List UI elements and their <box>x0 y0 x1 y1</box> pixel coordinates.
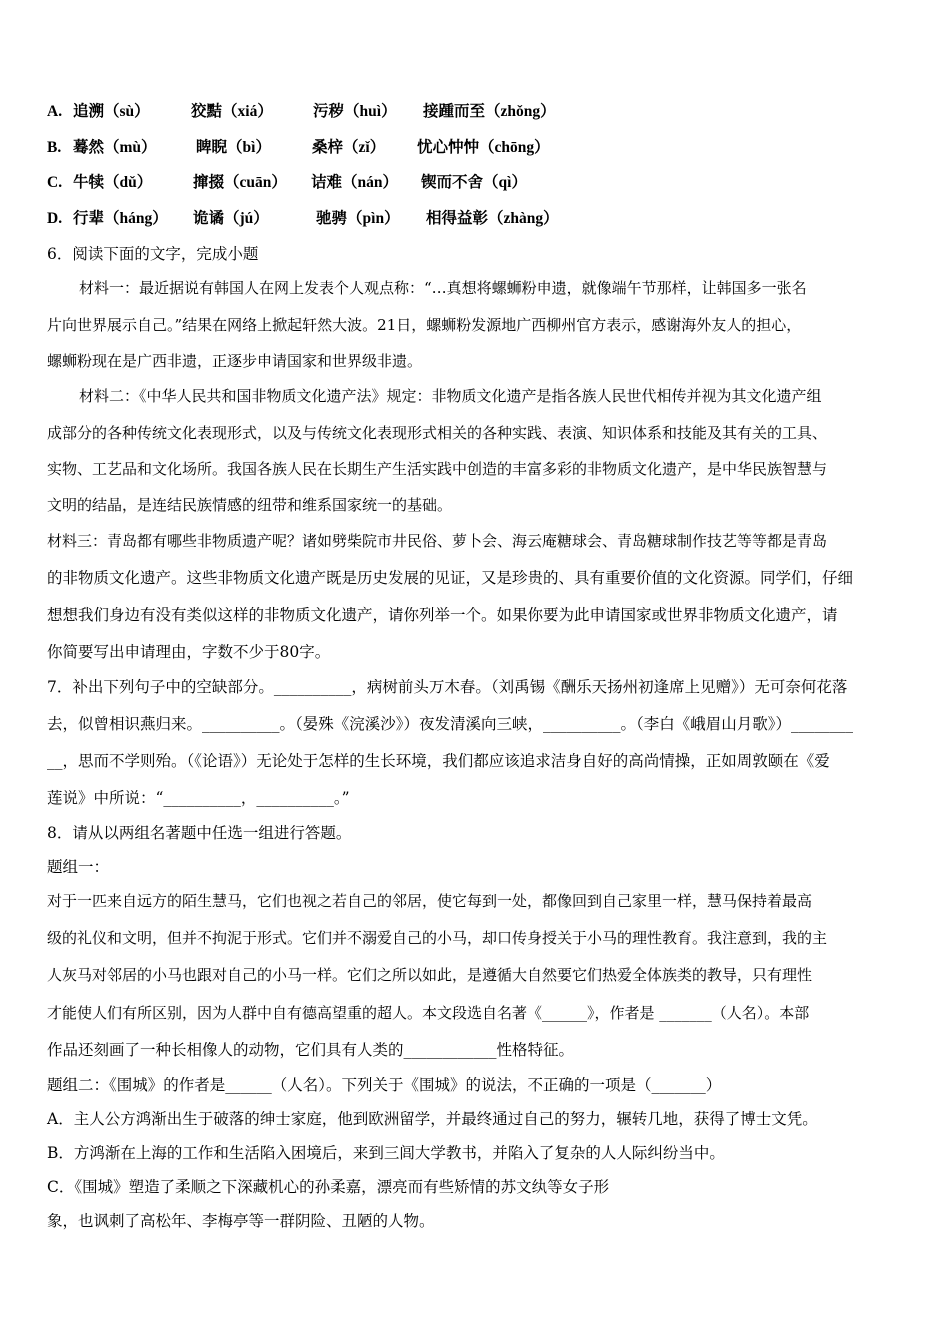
q8-group1-line: 对于一匹来自远方的陌生慧马，它们也视之若自己的邻居，使它每到一处，都像回到自己家里一样，慧马保持着最高 <box>47 892 813 910</box>
q8-group2-option: B．方鸿渐在上海的工作和生活陷入困境后，来到三闾大学教书，并陷入了复杂的人人际纠纷当中。 <box>47 1144 725 1162</box>
q8-group1-title: 题组一： <box>47 858 110 876</box>
option-word: 驰骋 <box>316 208 348 227</box>
option-word: 忧心忡忡 <box>417 137 480 156</box>
option-word: 诡谲 <box>193 208 225 227</box>
q6-header: 6．阅读下面的文字，完成小题 <box>47 245 259 263</box>
option-letter: B. <box>47 139 62 156</box>
option-word: 行辈 <box>73 208 105 227</box>
option-word: 追溯 <box>73 101 105 120</box>
q5-option-a <box>47 101 556 122</box>
q6-material1-line: 片向世界展示自己。”结果在网络上掀起轩然大波。21日，螺蛳粉发源地广西柳州官方表示，感谢海外友人的担心， <box>47 316 802 334</box>
q8-group1-line: 级的礼仪和文明，但并不拘泥于形式。它们并不溺爱自己的小马，却口传身授关于小马的理性教育。我注意到，我的主 <box>47 929 828 947</box>
q8-group2-option: 象，也讽刺了高松年、李梅亭等一群阴险、丑陋的人物。 <box>47 1212 435 1230</box>
option-pinyin: （dǔ） <box>104 174 153 191</box>
q8-group2-line: 题组二：《围城》的作者是______（人名）。下列关于《围城》的说法，不正确的一项是（_______） <box>47 1076 722 1094</box>
option-pinyin: （zhàng） <box>488 210 559 227</box>
option-pinyin: （cuān） <box>224 174 287 191</box>
option-pinyin: （jú） <box>224 210 269 227</box>
q8-group2-option: C．《围城》塑造了柔顺之下深藏机心的孙柔嘉，漂亮而有些矫情的苏文纨等女子形 <box>47 1178 610 1196</box>
option-word: 睥睨 <box>196 137 228 156</box>
q5-option-d <box>47 208 559 229</box>
q6-material2-line: 实物、工艺品和文化场所。我国各族人民在长期生产生活实践中创造的丰富多彩的非物质文化遗产，是中华民族智慧与 <box>47 460 828 478</box>
option-pinyin: （zǐ） <box>343 139 386 156</box>
option-pinyin: （chōng） <box>479 139 550 156</box>
option-pinyin: （zhǒng） <box>485 103 556 120</box>
option-pinyin: （xiá） <box>222 103 273 120</box>
q8-group2-option: A．主人公方鸿渐出生于破落的绅士家庭，他到欧洲留学，并最终通过自己的努力，辗转几地，获得了博士文凭。 <box>47 1110 818 1128</box>
option-letter: D. <box>47 210 63 227</box>
option-word: 锲而不舍 <box>421 172 484 191</box>
q7-line: __，思而不学则殆。（《论语》）无论处于怎样的生长环境，我们都应该追求洁身自好的高尚情操，正如周敦颐在《爱 <box>47 752 830 770</box>
option-pinyin: （huì） <box>344 103 397 120</box>
option-pinyin: （nán） <box>342 174 399 191</box>
option-pinyin: （háng） <box>104 210 168 227</box>
q6-material3-line: 想想我们身边有没有类似这样的非物质文化遗产，请你列举一个。如果你要为此申请国家或世界非物质文化遗产，请 <box>47 606 838 624</box>
q6-material3-line: 材料三：青岛都有哪些非物质遗产呢？诸如劈柴院市井民俗、萝卜会、海云庵糖球会、青岛糖球制作技艺等等都是青岛 <box>47 532 828 550</box>
q7-line: 去，似曾相识燕归来。__________。（晏殊《浣溪沙》）夜发清溪向三峡，__________。（李白《峨眉山月歌》）________ <box>47 715 854 733</box>
q6-material3-line: 你简要写出申请理由，字数不少于80字。 <box>47 643 331 661</box>
option-pinyin: （bì） <box>227 139 271 156</box>
option-word: 撺掇 <box>193 172 225 191</box>
option-word: 污秽 <box>313 101 345 120</box>
option-word: 蓦然 <box>73 137 105 156</box>
q5-option-c <box>47 172 527 193</box>
q6-material2-line: 材料二：《中华人民共和国非物质文化遗产法》规定：非物质文化遗产是指各族人民世代相传并视为其文化遗产组 <box>79 387 822 405</box>
q6-material1-line: 螺蛳粉现在是广西非遗，正逐步申请国家和世界级非遗。 <box>47 352 423 370</box>
option-pinyin: （sù） <box>104 103 150 120</box>
option-letter: C. <box>47 174 63 191</box>
q7-line: 7．补出下列句子中的空缺部分。__________，病树前头万木春。（刘禹锡《酬乐天扬州初逢席上见赠》）无可奈何花落 <box>47 678 848 696</box>
option-word: 牛犊 <box>73 172 105 191</box>
q6-material2-line: 文明的结晶，是连结民族情感的纽带和维系国家统一的基础。 <box>47 496 453 514</box>
q7-line: 莲说》中所说：“__________，__________。” <box>47 789 350 807</box>
q8-group1-line: 作品还刻画了一种长相像人的动物，它们具有人类的____________性格特征。 <box>47 1041 575 1059</box>
q8-group1-line: 才能使人们有所区别，因为人群中自有德高望重的超人。本文段选自名著《______》，作者是 _______（人名）。本部 <box>47 1004 810 1022</box>
option-pinyin: （pìn） <box>347 210 400 227</box>
option-word: 诘难 <box>311 172 343 191</box>
q6-material3-line: 的非物质文化遗产。这些非物质文化遗产既是历史发展的见证，又是珍贵的、具有重要价值的文化资源。同学们，仔细 <box>47 569 854 587</box>
q6-material1-line: 材料一：最近据说有韩国人在网上发表个人观点称：“…真想将螺蛳粉申遗，就像端午节那样，让韩国多一张名 <box>79 279 807 297</box>
q8-header: 8．请从以两组名著题中任选一组进行答题。 <box>47 824 352 842</box>
q5-option-b <box>47 137 550 158</box>
option-word: 桑梓 <box>312 137 344 156</box>
option-word: 相得益彰 <box>426 208 489 227</box>
option-letter: A. <box>47 103 63 120</box>
option-pinyin: （qì） <box>483 174 527 191</box>
option-pinyin: （mù） <box>104 139 157 156</box>
q6-material2-line: 成部分的各种传统文化表现形式，以及与传统文化表现形式相关的各种实践、表演、知识体系和技能及其有关的工具、 <box>47 424 828 442</box>
q8-group1-line: 人灰马对邻居的小马也跟对自己的小马一样。它们之所以如此，是遵循大自然要它们热爱全体族类的教导，只有理性 <box>47 966 813 984</box>
option-word: 狡黠 <box>191 101 223 120</box>
option-word: 接踵而至 <box>423 101 486 120</box>
